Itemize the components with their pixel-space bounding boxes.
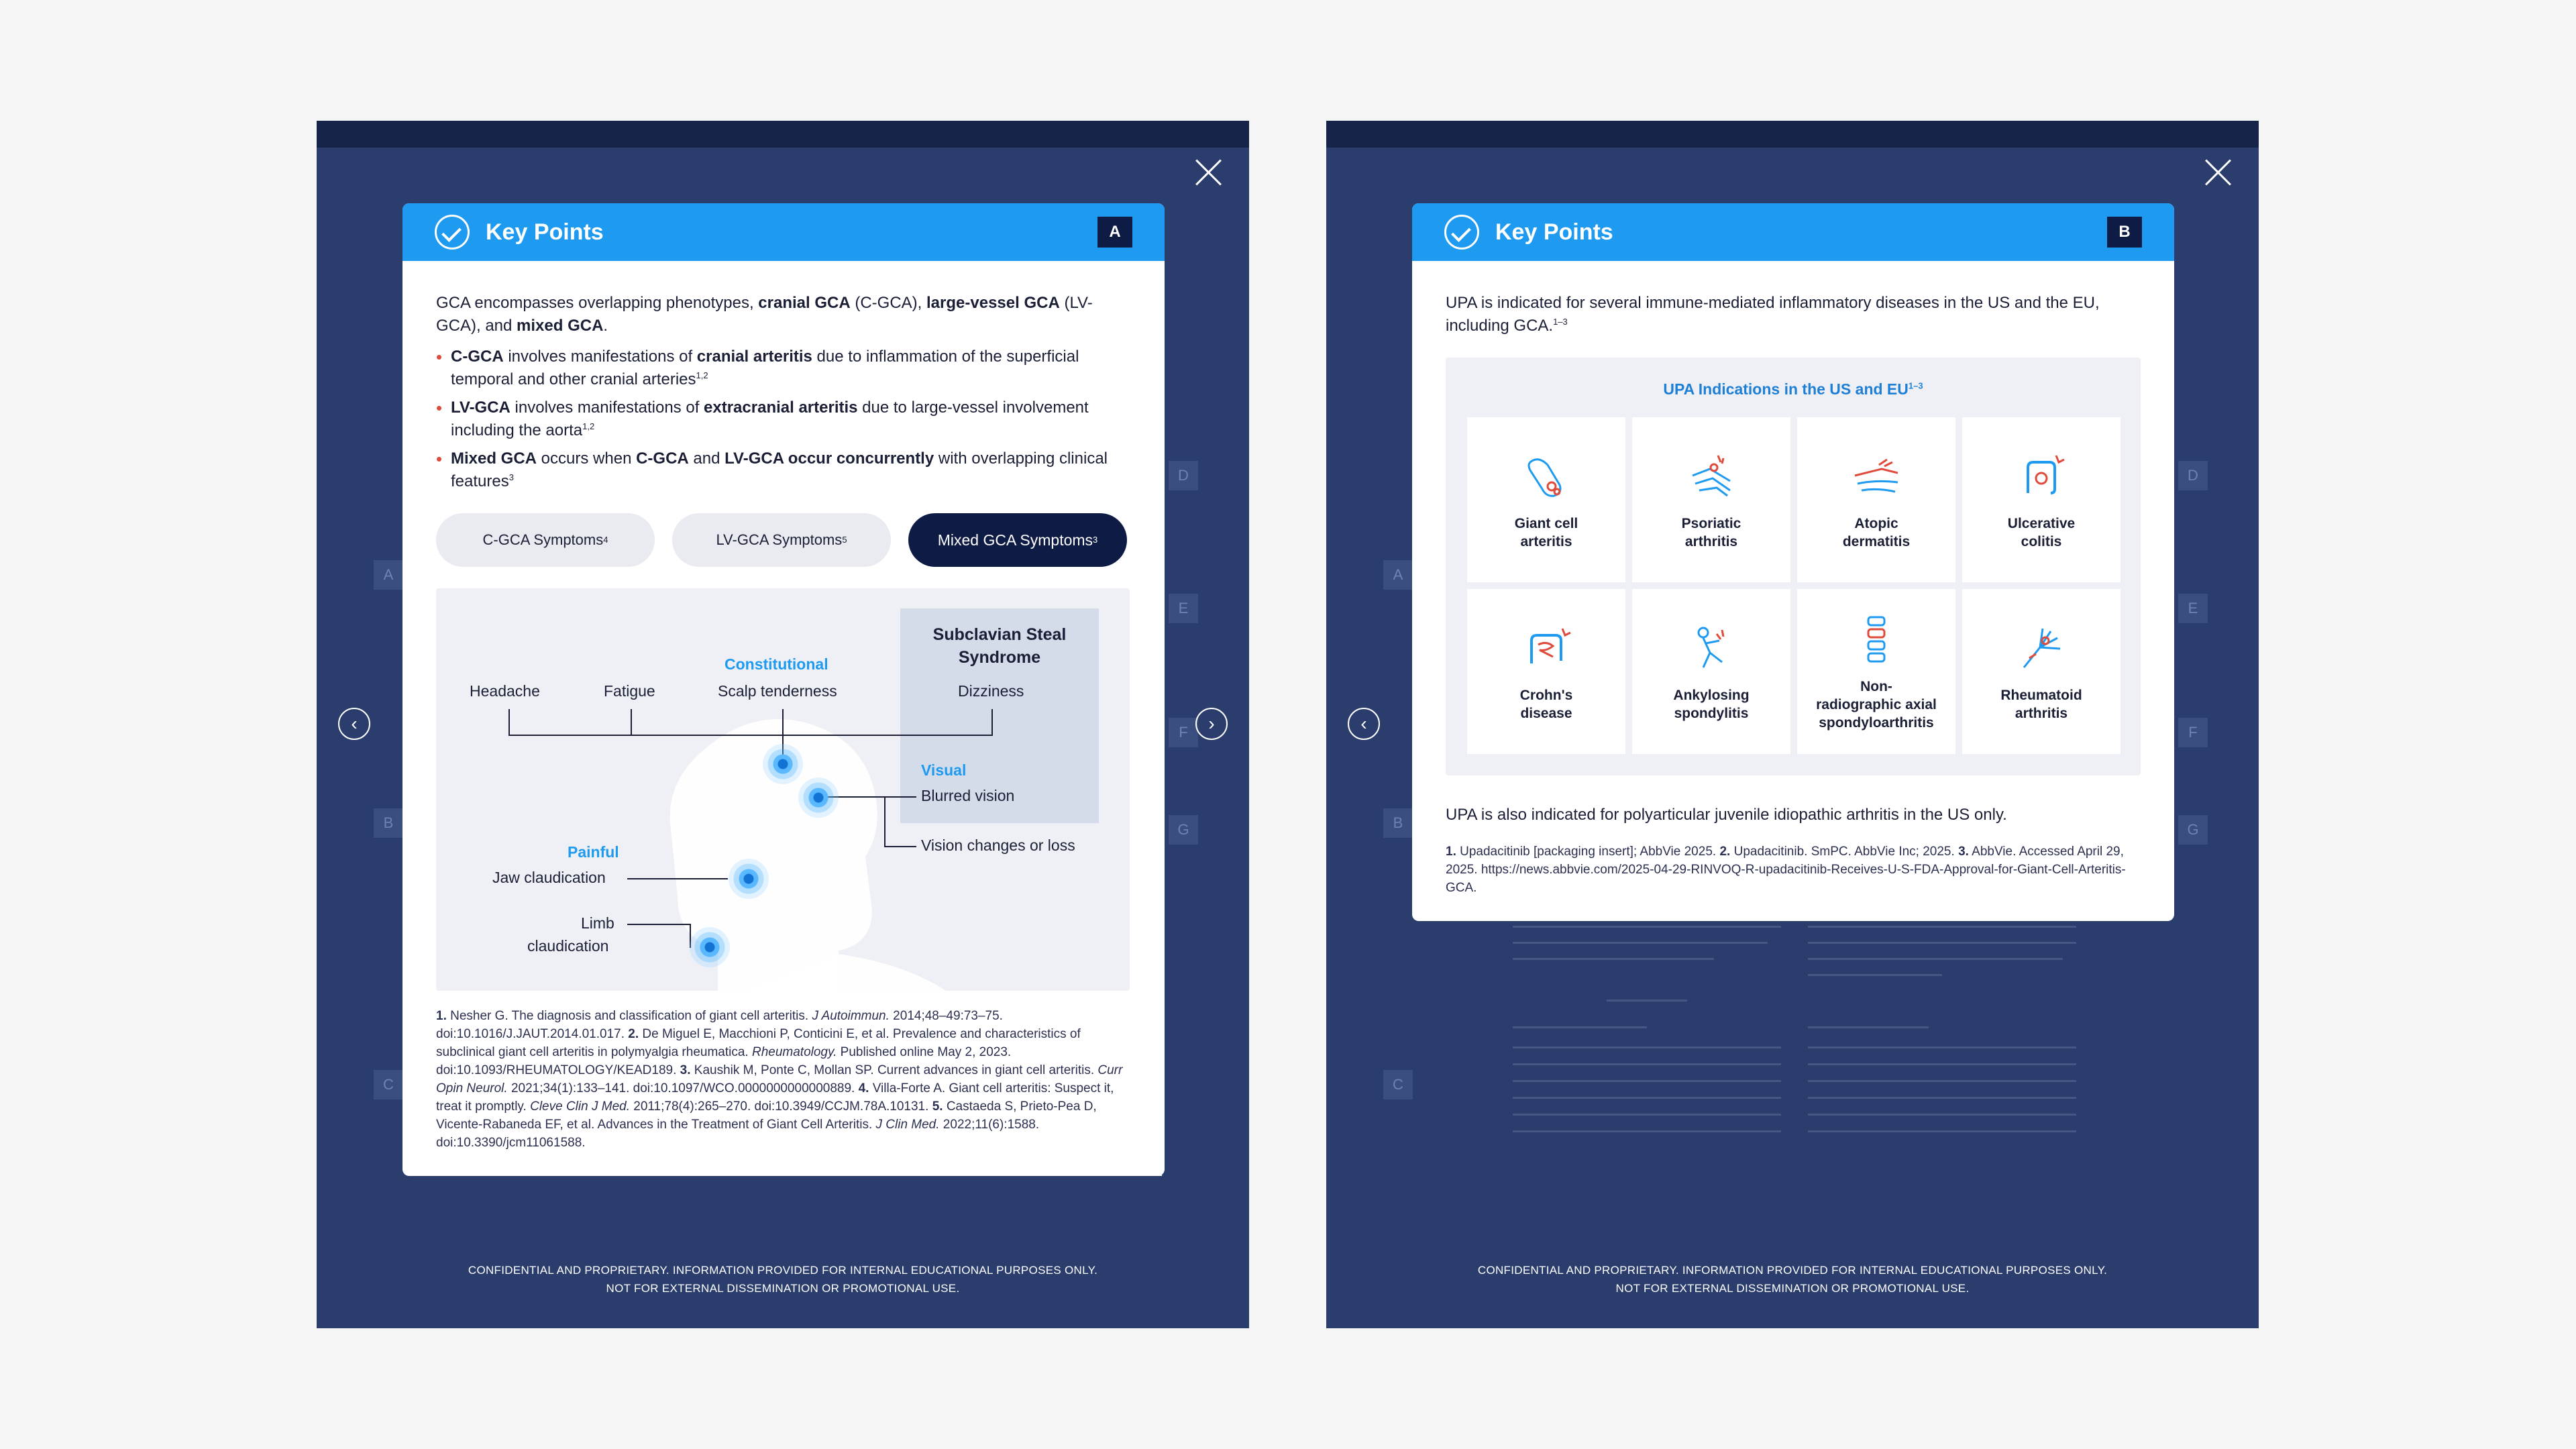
- intro-text: GCA encompasses overlapping phenotypes, cranial GCA (C-GCA), large-vessel GCA (LV-GCA), and mixed GCA.: [436, 294, 1093, 335]
- indication-label: Giant cell arteritis: [1514, 516, 1578, 549]
- colon-icon: [2013, 449, 2070, 505]
- footer-line-2: NOT FOR EXTERNAL DISSEMINATION OR PROMOTIONAL USE.: [1615, 1282, 1970, 1295]
- symptom-jaw-claudication: Jaw claudication: [492, 869, 606, 886]
- bg-marker-a: A: [374, 560, 403, 590]
- chevron-right-icon[interactable]: ›: [1195, 708, 1228, 740]
- connector-line: [508, 735, 993, 736]
- indication-giant-cell-arteritis: [1467, 417, 1625, 582]
- intestine-icon: [1518, 621, 1574, 677]
- annotation-continues-link[interactable]: ANNOTATION CONTINUES ON NEXT PAGE: [869, 1165, 1163, 1179]
- indication-label: Psoriatic arthritis: [1681, 516, 1741, 549]
- close-icon[interactable]: [1194, 158, 1224, 187]
- indication-label: Rheumatoid arthritis: [2000, 688, 2082, 721]
- hotspot-limb[interactable]: [690, 927, 730, 967]
- hand-joint-icon: [1683, 449, 1739, 505]
- footer-line-2: NOT FOR EXTERNAL DISSEMINATION OR PROMOTIONAL USE.: [606, 1282, 960, 1295]
- card-header: [402, 203, 1165, 261]
- key-points-card-b: [1412, 203, 2174, 921]
- indication-label: Ankylosing spondylitis: [1673, 688, 1750, 721]
- artery-icon: [1518, 449, 1574, 505]
- slide-badge: B: [2107, 217, 2142, 248]
- slide-top-bar: [1326, 121, 2259, 148]
- indications-grid: [1467, 417, 2119, 754]
- indication-crohns-disease: [1467, 589, 1625, 754]
- indication-nr-axial-spondyloarthritis: [1797, 589, 1955, 754]
- bg-marker-c: C: [1383, 1070, 1413, 1099]
- connector-line: [631, 709, 632, 736]
- bullet-c-gca: • C-GCA involves manifestations of cranial arteritis due to inflammation of the superficial temporal and other cranial arteries$^{1,2}$: [436, 345, 1131, 391]
- slide-a: [317, 121, 1249, 1328]
- connector-line: [884, 796, 885, 847]
- category-visual: Visual: [921, 761, 967, 779]
- symptom-dizziness: Dizziness: [958, 682, 1024, 700]
- confidential-footer: [317, 1261, 1249, 1297]
- indication-label: Non- radiographic axial spondyloarthritis: [1816, 678, 1937, 731]
- footer-line-1: CONFIDENTIAL AND PROPRIETARY. INFORMATION PROVIDED FOR INTERNAL EDUCATIONAL PURPOSES ONLY.: [1477, 1264, 2108, 1277]
- connector-line: [884, 846, 916, 847]
- card-title: Key Points: [1495, 219, 1613, 245]
- symptom-headache: Headache: [470, 682, 540, 700]
- slide-top-bar: [317, 121, 1249, 148]
- references-b: 1. Upadacitinib [packaging insert]; AbbVie 2025. 2. Upadacitinib. SmPC. AbbVie Inc; 2025. 3. AbbVie. Accessed April 29, 2025. https://news.abbvie.com/2025-04-29-RINVOQ-R-upadacitinib-Receives-U-S-FDA-Approval-for-Giant-Cell-Arteritis-GCA.: [1446, 845, 2126, 895]
- connector-line: [991, 709, 993, 736]
- back-pain-icon: [1683, 621, 1739, 677]
- chevron-left-icon[interactable]: ‹: [338, 708, 370, 740]
- upa-indications-panel: [1446, 358, 2141, 775]
- indication-ankylosing-spondylitis: [1632, 589, 1790, 754]
- symptom-blurred-vision: Blurred vision: [921, 787, 1015, 804]
- upa-indications-title: UPA Indications in the US and EU$^{1-3}$: [1663, 380, 1923, 398]
- bullet-mixed-gca: • Mixed GCA occurs when C-GCA and LV-GCA occur concurrently with overlapping clinical features$^3$: [436, 447, 1131, 493]
- card-header: [1412, 203, 2174, 261]
- tab-c-gca-symptoms[interactable]: C-GCA Symptoms 4: [436, 513, 655, 567]
- bullet-lv-gca: • LV-GCA involves manifestations of extracranial arteritis due to large-vessel involvement including the aorta$^{1,2}$: [436, 396, 1131, 442]
- category-constitutional: Constitutional: [724, 655, 828, 673]
- bg-marker-f: F: [2178, 718, 2208, 747]
- indication-atopic-dermatitis: [1797, 417, 1955, 582]
- tab-mixed-gca-symptoms[interactable]: Mixed GCA Symptoms 3: [908, 513, 1127, 567]
- indication-psoriatic-arthritis: [1632, 417, 1790, 582]
- footer-line-1: CONFIDENTIAL AND PROPRIETARY. INFORMATION PROVIDED FOR INTERNAL EDUCATIONAL PURPOSES ONLY.: [468, 1264, 1098, 1277]
- hotspot-scalp[interactable]: [763, 744, 803, 784]
- bg-marker-f: F: [1169, 718, 1198, 747]
- symptom-vision-changes: Vision changes or loss: [921, 837, 1075, 854]
- slide-b: [1326, 121, 2259, 1328]
- bg-marker-e: E: [1169, 594, 1198, 623]
- check-circle-icon: [1444, 215, 1479, 250]
- bg-marker-a: A: [1383, 560, 1413, 590]
- symptoms-diagram: [436, 588, 1130, 991]
- references-a: 1. Nesher G. The diagnosis and classification of giant cell arteritis. J Autoimmun. 2014;48–49:73–75. doi:10.1016/J.JAUT.2014.01.017. 2. De Miguel E, Macchioni P, Conticini E, et al. Prevalence and characteristics of subclinical giant cell arteritis in polymyalgia rheumatica. Rheumatology. Published online May 2, 2023. doi:10.1093/RHEUMATOLOGY/KEAD189. 3. Kaushik M, Ponte C, Mollan SP. Current advances in giant cell arteritis. Curr Opin Neurol. 2021;34(1):133–141. doi:10.1097/WCO.0000000000000889. 4. Villa-Forte A. Giant cell arteritis: Suspect it, treat it promptly. Cleve Clin J Med. 2011;78(4):265–270. doi:10.3949/CCJM.78A.10131. 5. Castaeda S, Prieto-Pea D, Vicente-Rabaneda EF, et al. Advances in the Treatment of Giant Cell Arteritis. J Clin Med. 2022;11(6):1588. doi:10.3390/jcm11061588.: [436, 1009, 1123, 1150]
- close-icon[interactable]: [2204, 158, 2233, 187]
- bg-marker-e: E: [2178, 594, 2208, 623]
- slide-badge: A: [1097, 217, 1132, 248]
- skin-icon: [1848, 449, 1904, 505]
- bg-marker-d: D: [2178, 461, 2208, 490]
- symptom-fatigue: Fatigue: [604, 682, 655, 700]
- check-circle-icon: [435, 215, 470, 250]
- symptom-scalp-tenderness: Scalp tenderness: [718, 682, 837, 700]
- symptom-limb: Limb: [581, 914, 614, 932]
- card-title: Key Points: [486, 219, 604, 245]
- key-points-list: [436, 345, 1131, 493]
- symptom-limb-claudication: claudication: [527, 937, 609, 955]
- connector-line: [508, 709, 510, 736]
- indication-label: Ulcerative colitis: [2007, 516, 2076, 549]
- bg-marker-c: C: [374, 1070, 403, 1099]
- indication-rheumatoid-arthritis: [1962, 589, 2121, 754]
- hotspot-jaw[interactable]: [729, 859, 769, 899]
- symptom-tabs: [436, 513, 1131, 567]
- indication-label: Atopic dermatitis: [1842, 516, 1911, 549]
- bg-marker-d: D: [1169, 461, 1198, 490]
- tab-lv-gca-symptoms[interactable]: LV-GCA Symptoms 5: [672, 513, 891, 567]
- subclavian-steal-title: Subclavian Steal Syndrome: [932, 625, 1067, 667]
- category-painful: Painful: [568, 843, 619, 861]
- bg-marker-g: G: [1169, 815, 1198, 845]
- bg-marker-b: B: [374, 808, 403, 838]
- hotspot-eye[interactable]: [798, 777, 839, 818]
- background-article-text: [1513, 926, 2076, 1288]
- hand-icon: [2013, 621, 2070, 677]
- bg-marker-g: G: [2178, 815, 2208, 845]
- chevron-left-icon[interactable]: ‹: [1348, 708, 1380, 740]
- spine-icon: [1848, 612, 1904, 668]
- indication-ulcerative-colitis: [1962, 417, 2121, 582]
- indication-label: Crohn's disease: [1519, 688, 1573, 721]
- intro-text: UPA is indicated for several immune-mediated inflammatory diseases in the US and the EU, including GCA.$^{1-3}$: [1446, 294, 2100, 335]
- connector-line: [627, 878, 728, 879]
- key-points-card-a: [402, 203, 1165, 1176]
- bg-marker-b: B: [1383, 808, 1413, 838]
- confidential-footer: [1326, 1261, 2259, 1297]
- also-indicated-text: UPA is also indicated for polyarticular juvenile idiopathic arthritis in the US only.: [1446, 806, 2007, 824]
- connector-line: [627, 924, 690, 925]
